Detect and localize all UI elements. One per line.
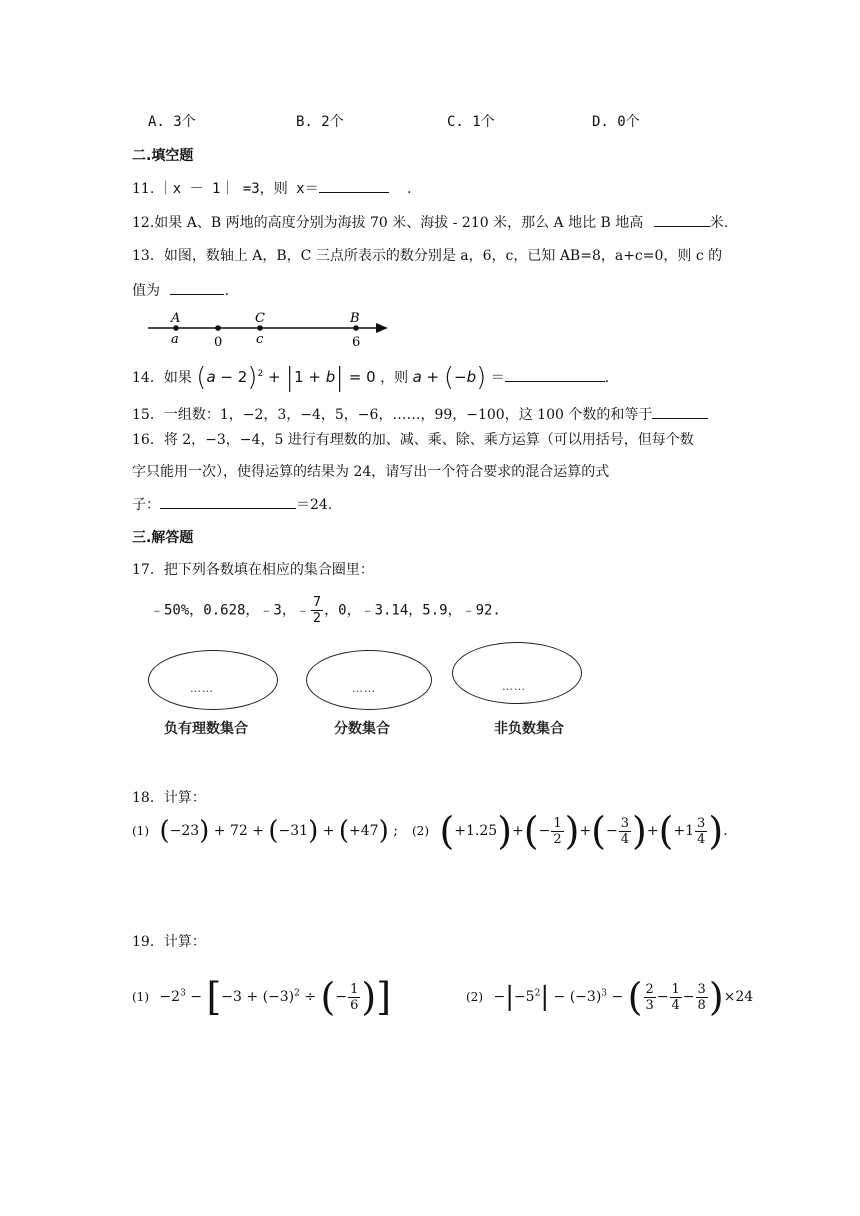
q18-part2: [412, 809, 728, 853]
q16-result: ＝24.: [296, 497, 333, 513]
number-line-arrow: [376, 323, 388, 333]
q13-line2-text: 值为: [132, 283, 160, 299]
set-negative-rational-dots: ……: [190, 682, 214, 695]
q14-condition: $(a - 2)^2 + |1 + b| = 0$: [196, 362, 376, 393]
q14-prefix: 14．如果: [132, 370, 192, 386]
q10-option-d: D. 0个: [592, 114, 640, 130]
q16-line3: [132, 494, 332, 515]
label-0: 0: [214, 335, 223, 350]
q10-option-b: B. 2个: [296, 114, 344, 130]
q16-prefix: 子：: [132, 497, 160, 513]
q10-option-c: C. 1个: [447, 114, 495, 130]
q11-num: 11.: [132, 181, 155, 197]
set-nonnegative-ellipse[interactable]: [452, 642, 582, 704]
q17-frac-num: 7: [312, 595, 322, 610]
section3-title: 三.解答题: [132, 530, 194, 546]
q15-text: 15．一组数：1，−2，3，−4，5，−6，……，99，−100，这 100 个数的和等于: [132, 407, 653, 423]
q19-part2-label: (2): [466, 990, 483, 1004]
set-nonnegative-label: 非负数集合: [494, 721, 564, 737]
q18-part2-expr: (+1.25)+(− $\frac{1}{2}$ )+(− $\frac{3}{4}$ )+(+1 $\frac{3}{4}$ ).: [439, 809, 728, 853]
q16-line1: 16．将 2，−3，−4，5 进行有理数的加、减、乘、除、乘方运算（可以用括号，但每个数: [132, 432, 694, 448]
q12: [132, 212, 728, 233]
q14-expression: a + (−b): [412, 362, 487, 393]
q18-part1-label: (1): [132, 824, 149, 838]
label-C: C: [255, 311, 265, 326]
q17-title: 17．把下列各数填在相应的集合圈里：: [132, 562, 374, 578]
q11: [132, 178, 411, 199]
q12-blank[interactable]: [654, 212, 710, 227]
q19-part2: [466, 975, 754, 1019]
q11-text: ｜x － 1｜ =3，则 x＝: [158, 181, 319, 197]
q19-part1-expr: $-2^3 - [-3 + (-3)^2$ ÷ (− $\frac{1}{6}$ )]: [159, 975, 392, 1019]
section2-title: 二.填空题: [132, 148, 194, 164]
q11-period: .: [407, 181, 412, 197]
q13-line2: [132, 280, 229, 301]
q19-title: 19．计算：: [132, 934, 206, 950]
set-fraction-label: 分数集合: [334, 721, 390, 737]
label-a: a: [171, 332, 179, 347]
q17-frac-den: 2: [312, 611, 322, 626]
set-negative-rational-ellipse[interactable]: [148, 650, 278, 710]
q14-blank[interactable]: [505, 367, 605, 382]
point-zero: [215, 325, 221, 331]
q14-equals: ＝: [490, 370, 505, 386]
q16-blank[interactable]: [160, 494, 296, 509]
label-A: A: [171, 311, 181, 326]
q18-title: 18．计算：: [132, 790, 206, 806]
q13-period: .: [224, 283, 229, 299]
set-fraction-dots: ……: [352, 682, 376, 695]
q17-fraction: [311, 596, 323, 625]
q12-text: 12.如果 A、B 两地的高度分别为海拔 70 米、海拔 - 210 米，那么 A 地比 B 地高: [132, 215, 644, 231]
point-a: [173, 325, 179, 331]
label-B: B: [350, 311, 360, 326]
q15: [132, 404, 708, 425]
q19-part2-expr: $-|-5^2| - (-3)^3$ − ( $\frac{2}{3}$ − $\frac{1}{4}$ − $\frac{3}{8}$ )×24: [493, 975, 754, 1019]
point-c: [257, 325, 263, 331]
q18-part2-label: (2): [412, 824, 429, 838]
q10-option-a: A. 3个: [148, 114, 196, 130]
q18-part1-expr: (−23) + 72 + (−31) + (+47) ;: [159, 816, 398, 846]
q17-numbers: [150, 596, 501, 625]
q19-part1-label: (1): [132, 990, 149, 1004]
q15-blank[interactable]: [652, 404, 708, 419]
q18-part1: [132, 818, 398, 844]
q16-line2: 字只能用一次），使得运算的结果为 24，请写出一个符合要求的混合运算的式: [132, 464, 610, 480]
q14-then: ，则: [380, 370, 409, 386]
set-negative-rational-label: 负有理数集合: [164, 721, 248, 737]
q13-blank[interactable]: [170, 280, 224, 295]
point-b: [353, 325, 359, 331]
q11-blank[interactable]: [319, 178, 389, 193]
q14: [132, 364, 609, 391]
label-6: 6: [352, 335, 361, 350]
set-fraction-ellipse[interactable]: [306, 650, 432, 710]
q17-numbers-a: ﹣50%，0.628，﹣3，﹣: [150, 602, 310, 619]
q13-line1: 13．如图，数轴上 A，B，C 三点所表示的数分别是 a，6，c，已知 AB=8，a+c=0，则 c 的: [132, 248, 723, 264]
q17-numbers-b: ，0，﹣3.14，5.9，﹣92.: [324, 602, 501, 619]
q12-unit: 米.: [709, 215, 729, 231]
q19-part1: [132, 975, 392, 1019]
q14-period: .: [604, 370, 610, 386]
label-c: c: [256, 332, 264, 347]
set-nonnegative-dots: ……: [502, 680, 526, 693]
number-line: [140, 308, 400, 350]
